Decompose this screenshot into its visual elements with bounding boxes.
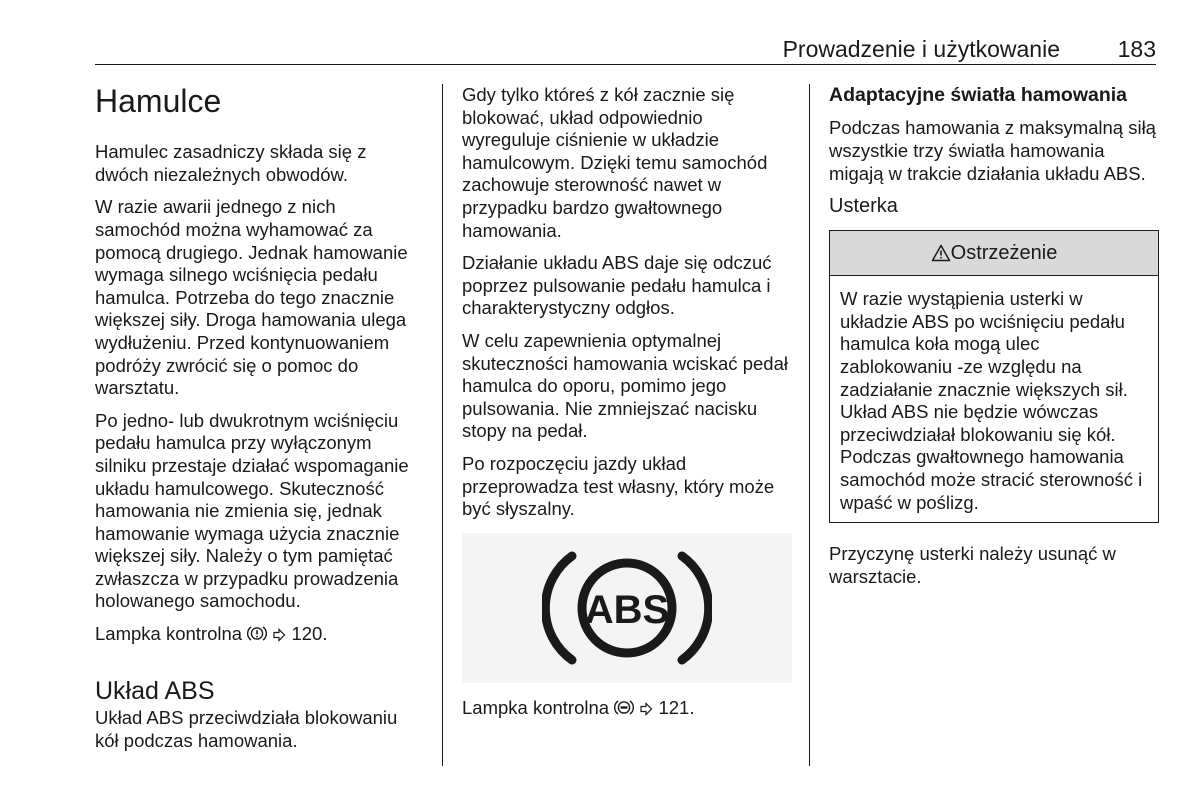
paragraph: Przyczynę usterki należy usunąć w warsztacie. xyxy=(829,543,1116,587)
paragraph: W celu zapewnienia optymalnej skuteczności hamowania wciskać pedał hamulca do oporu, pomimo jego pulsowania. Nie zmniejszać nacisku stopy na pedał. xyxy=(462,329,788,442)
warning-box xyxy=(829,230,1159,523)
lamp-text: Lampka kontrolna xyxy=(95,623,243,645)
page-header xyxy=(95,34,1156,65)
lamp-reference xyxy=(462,697,792,720)
page-number: 183 xyxy=(1117,36,1156,62)
paragraph: Działanie układu ABS daje się odczuć poprzez pulsowanie pedału hamulca i charakterystyczny odgłos. xyxy=(462,252,772,319)
abs-lamp-icon xyxy=(542,543,712,673)
arrow-reference-icon xyxy=(639,702,653,716)
paragraph: W razie awarii jednego z nich samochód można wyhamować za pomocą drugiego. Jednak hamowanie wymaga silnego wciśnięcia pedału hamulca. Potrzeba do tego znacznie większej siły. Droga hamowania ulega wydłużeniu. Przed kontynuowaniem podróży zwrócić się o pomoc do warsztatu. xyxy=(95,196,408,399)
section-heading-abs: Układ ABS xyxy=(95,676,215,705)
subheading-fault: Usterka xyxy=(829,195,898,218)
column-divider xyxy=(809,84,810,766)
section-heading-adaptive-brake-lights: Adaptacyjne światła hamowania xyxy=(829,84,1128,106)
abs-lamp-small-icon xyxy=(614,699,634,716)
paragraph: Podczas hamowania z maksymalną siłą wszystkie trzy światła hamowania migają w trakcie działania układu ABS. xyxy=(829,117,1156,184)
warning-triangle-icon xyxy=(931,244,951,262)
warning-header xyxy=(830,231,1158,276)
arrow-reference-icon xyxy=(272,628,286,642)
column-3 xyxy=(829,84,1159,598)
column-2 xyxy=(462,84,792,729)
paragraph: Po rozpoczęciu jazdy układ przeprowadza test własny, który może być słyszalny. xyxy=(462,452,775,520)
paragraph: Po jedno- lub dwukrotnym wciśnięciu pedału hamulca przy wyłączonym silniku przestaje działać wspomaganie układu hamulcowego. Skuteczność hamowania nie zmienia się, jednak hamowanie wymaga użycia znacznie większej siły. Należy o tym pamiętać zwłaszcza w przypadku prowadzenia holowanego samochodu. xyxy=(95,409,409,612)
column-1 xyxy=(95,84,425,762)
abs-warning-lamp-figure xyxy=(462,533,792,683)
warning-body xyxy=(830,276,1158,522)
brake-warning-icon xyxy=(247,625,267,642)
lamp-text: Lampka kontrolna xyxy=(462,696,610,718)
paragraph: Hamulec zasadniczy składa się z dwóch niezależnych obwodów. xyxy=(95,141,367,185)
abs-symbol-label: ABS xyxy=(584,587,670,632)
paragraph: Układ ABS przeciwdziała blokowaniu kół podczas hamowania. xyxy=(95,707,398,751)
warning-title: Ostrzeżenie xyxy=(950,241,1058,264)
lamp-page-ref: 120. xyxy=(291,623,328,645)
column-divider xyxy=(442,84,443,766)
lamp-reference xyxy=(95,623,425,646)
lamp-page-ref: 121. xyxy=(658,696,695,718)
paragraph: Gdy tylko któreś z kół zacznie się blokować, układ odpowiednio wyreguluje ciśnienie w układzie hamulcowym. Dzięki temu samochód zachowuje sterowność nawet w przypadku bardzo gwałtownego hamowania. xyxy=(462,84,768,241)
section-heading-brakes: Hamulce xyxy=(95,83,222,119)
warning-text: W razie wystąpienia usterki w układzie ABS po wciśnięciu pedału hamulca koła mogą ulec zablokowaniu -ze względu na zadziałanie znacznie większych sił. Układ ABS nie będzie wówczas przeciwdziałał blokowaniu się kół. Podczas gwałtownego hamowania samochód może stracić sterowność i wpaść w poślizg. xyxy=(840,288,1143,513)
page-header-title: Prowadzenie i użytkowanie xyxy=(782,36,1060,62)
